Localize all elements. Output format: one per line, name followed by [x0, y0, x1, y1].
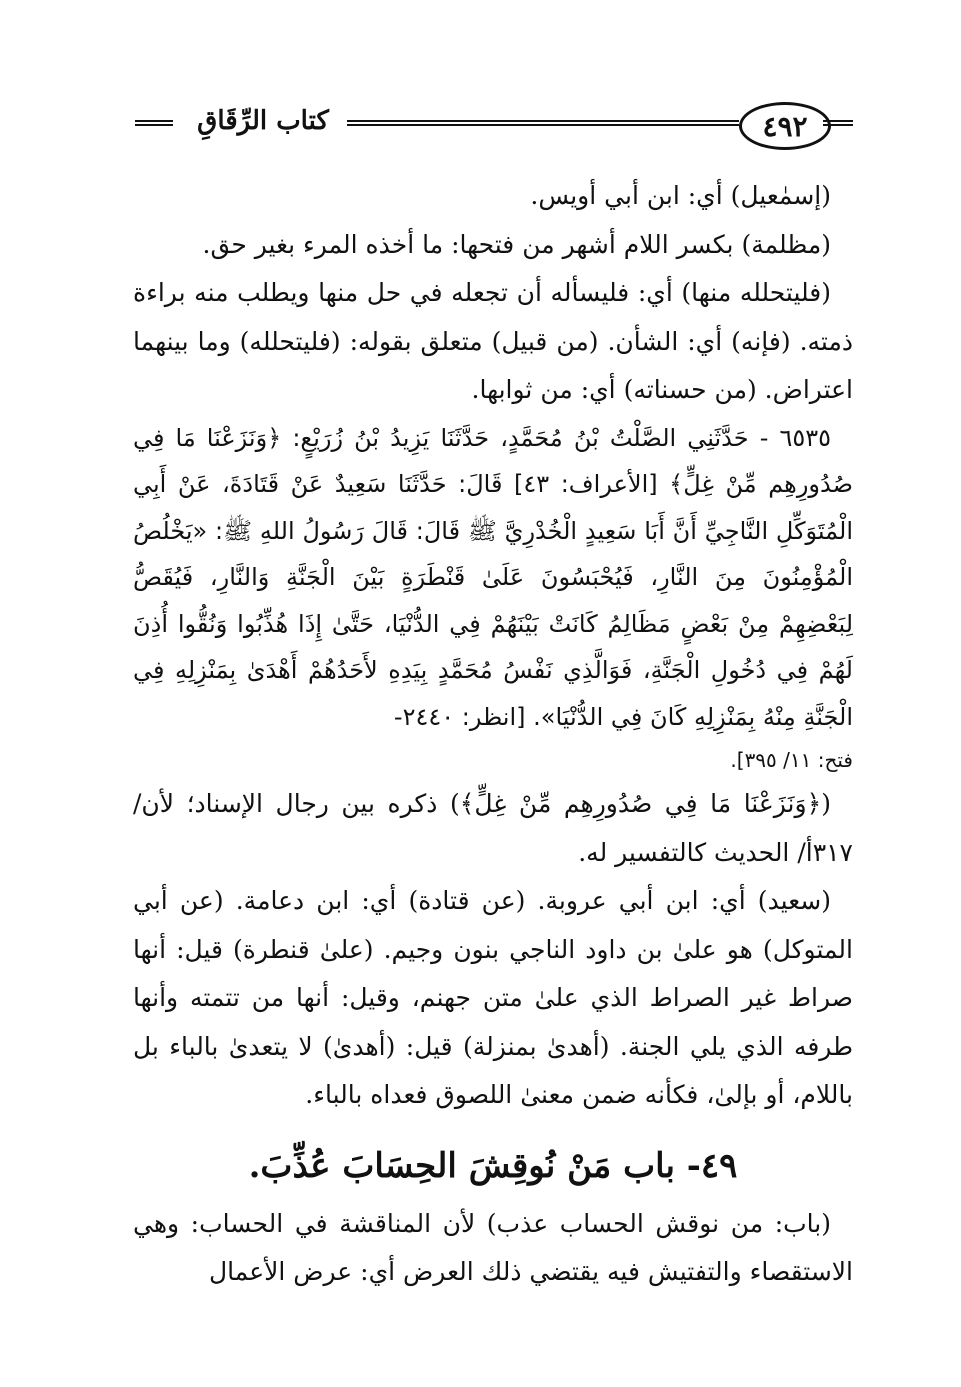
paragraph-bab: (باب: من نوقش الحساب عذب) لأن المناقشة في الحساب: وهي الاستقصاء والتفتيش فيه يقتضي ذلك العرض أي: عرض الأعمال [133, 1208, 853, 1286]
book-title: كتاب الرِّقَاقِ [197, 106, 329, 136]
page-body [133, 172, 853, 1297]
header-rule-left [135, 120, 173, 126]
hadith-reference: فتح: ١١/ ٣٩٥]. [730, 748, 853, 772]
paragraph-falyatahallalhu: (فليتحلله منها) أي: فليسأله أن تجعله في حل منها ويطلب منه براءة ذمته. (فإنه) أي: الشأن. (من قبيل) متعلق بقوله: (فليتحلله) وما بينهما اعتراض. (من حسناته) أي: من ثوابها. [133, 278, 853, 404]
chapter-heading: ٤٩- باب مَنْ نُوقِشَ الحِسَابَ عُذِّبَ. [248, 1145, 738, 1186]
page-header [135, 98, 853, 152]
paragraph-naza-na: (﴿وَنَزَعْنَا مَا فِي صُدُورِهِم مِّنْ غِلٍّ﴾) ذكره بين رجال الإسناد؛ لأن/ ٣١٧أ/ الحديث كالتفسير له. [133, 789, 853, 867]
hadith-6535: ٦٥٣٥ - حَدَّثَنِي الصَّلْتُ بْنُ مُحَمَّدٍ، حَدَّثَنَا يَزِيدُ بْنُ زُرَيْعٍ: ﴿وَنَزَعْنَا مَا فِي صُدُورِهِم مِّنْ غِلٍّ﴾ [الأعراف: ٤٣] قَالَ: حَدَّثَنَا سَعِيدٌ عَنْ قَتَادَةَ، عَنْ أَبِي الْمُتَوَكِّلِ النَّاجِيِّ أَنَّ أَبَا سَعِيدٍ الْخُدْرِيَّ ﷺ قَالَ: قَالَ رَسُولُ اللهِ ﷺ: «يَخْلُصُ الْمُؤْمِنُونَ مِنَ النَّارِ، فَيُحْبَسُونَ عَلَىٰ قَنْطَرَةٍ بَيْنَ الْجَنَّةِ وَالنَّارِ، فَيُقَصُّ لِبَعْضِهِمْ مِنْ بَعْضٍ مَظَالِمُ كَانَتْ بَيْنَهُمْ فِي الدُّنْيَا، حَتَّىٰ إِذَا هُذِّبُوا وَنُقُّوا أُذِنَ لَهُمْ فِي دُخُولِ الْجَنَّةِ، فَوَالَّذِي نَفْسُ مُحَمَّدٍ بِيَدِهِ لأَحَدُهُمْ أَهْدَىٰ بِمَنْزِلِهِ فِي الْجَنَّةِ مِنْهُ بِمَنْزِلِهِ كَانَ فِي الدُّنْيَا». [انظر: ٢٤٤٠- [133, 423, 853, 731]
paragraph-ismail: (إسمٰعيل) أي: ابن أبي أويس. [530, 181, 831, 210]
paragraph-said: (سعيد) أي: ابن أبي عروبة. (عن قتادة) أي: ابن دعامة. (عن أبي المتوكل) هو علىٰ بن داود الناجي بنون وجيم. (علىٰ قنطرة) قيل: أنها صراط غير الصراط الذي علىٰ متن جهنم، وقيل: أنها من تتمته وأنها طرفه الذي يلي الجنة. (أهدىٰ بمنزلة) قيل: (أهدىٰ) لا يتعدىٰ بالباء بل باللام، أو بإلىٰ، فكأنه ضمن معنىٰ اللصوق فعداه بالباء. [133, 886, 853, 1109]
paragraph-mazlama: (مظلمة) بكسر اللام أشهر من فتحها: ما أخذه المرء بغير حق. [202, 229, 831, 259]
page-number: ٤٩٢ [739, 102, 831, 150]
header-rule-right [823, 120, 853, 126]
header-rule-middle [347, 120, 739, 126]
